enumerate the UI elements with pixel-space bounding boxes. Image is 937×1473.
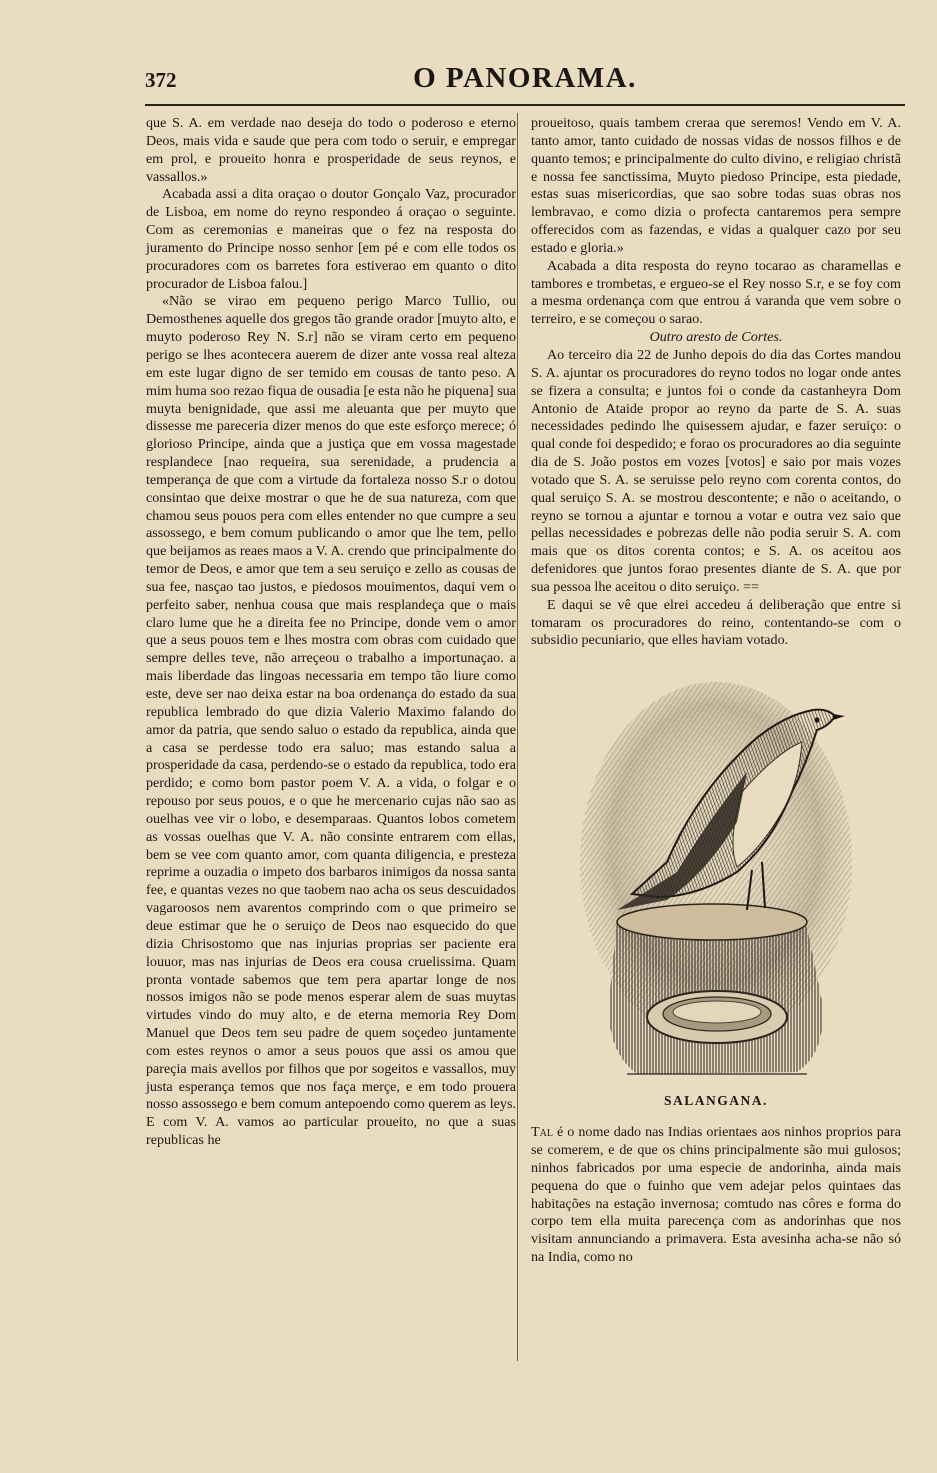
paragraph: E daqui se vê que elrei accedeu á deliberação que entre si tomaram os procuradores do reino, contentando-se com o subsidio pecuniario, que elles haviam votado. <box>531 596 901 649</box>
column-divider <box>517 113 518 1361</box>
paragraph: proueitoso, quais tambem creraa que seremos! Vendo em V. A. tanto amor, tanto cuidado de nossas vidas de nossos filhos e de quanto temos; e principalmente do culto divino, e religiao christã e nossa fee sanctissima, Muyto piedoso Principe, esta piedade, estas suas misericordias, que sao sobre todas suas obras nos lembravao, e como dizia o profecta cantaremos pera sempre offerecidos com as fazendas, e vidas a qualquer cazo por seu estado e gloria.» <box>531 115 901 256</box>
paragraph: Ao terceiro dia 22 de Junho depois do dia das Cortes mandou S. A. ajuntar os procuradores do reyno todos no logar onde antes se fizera a consulta; e juntos foi o conde da castanheyra Dom Antonio de Ataide propor ao reyno da parte de S. A. suas necessidades pedindo lhe quisessem ajudar, e fazer seruiço: o qual conde foi despedido; e forao os procuradores ao dia seguinte dia de S. João postos em vozes [votos] e saio por mais vozes votado que S. A. se seruisse pelo reyno com corenta contos, do qual seruiço S. A. se mostrou descontente; e não o aceitando, o reyno se tornou a ajuntar e tornou a votar e outra vez saio que pellas necessidades e pobrezas delle não podia seruir S. A. com mais que os ditos corenta contos; e S. A. os aceitou aos defenidores que juntos forao presentes diante de S. A. que por sua pessoa lhe aceitou o dito seruiço. == <box>531 346 901 595</box>
bird-engraving-image <box>577 672 855 1086</box>
paragraph <box>531 1124 901 1267</box>
drop-cap-word: Tal <box>531 1124 553 1141</box>
paragraph: «Não se virao em pequeno perigo Marco Tullio, ou Demosthenes aquelle dos gregos tão grande orador [muyto alto, e muyto poderoso Rey N. S.r] não se viram certo em pequeno perigo se lhes acontecera auerem de dizer ante vossa real alteza em este lugar digno de ser temido em cousas de tanto peso. A mim huma soo rezao fiqua de ousadia [e esta não he piquena] sua muyta benignidade, que assi me aleuanta que per muyto que dissesse me pareceria dizer menos do que este esforço merece; ó glorioso Principe, ainda que a justiça que em vossa magestade resplandece [nao requeira, sua serenidade, a prudencia a temperança de que com a virtude da fortaleza nosso S.r o dotou consintao que deixe mostrar o que he de sua natureza, com que chamou seus pouos pera com elles entender no que cumpre a seu assossego, e bem comum publicando o amor que lhe tem, pello que beijamos as reaes maos a V. A. crendo que principalmente do temor de Deos, e amor que tem a seu seruiço e zello as cousas de sua fee, nasçao tao justos, e piedosos mouimentos, daqui vem o perfeito saber, nenhua cousa que mais resplandeça que o mais claro lume que he a direita fee no Principe, donde vem o amor que a seus pouos tem e lhes mostra com obras com cuidado que sempre delles teve, não arreçeou o trabalho a importunaçao. a mais liberdade das lingoas necessaria em tempo tão liure como este, deve ser nao deixa estar na boa ordenança do estado da sua republica lembrado do que dizia Valerio Maximo falando do amor da patria, que sendo saluo o estado da republica, ainda que a casa se perdesse todo era saluo; mas estando salua a prosperidade da casa, perdendo-se o estado da republica, todo era perdido; e como bom pastor poem V. A. a vida, o folgar e o repouso por seus pouos, e o que he mercenario cujas não sao as ouelhas vee vir o lobo, e desemparaas. Quantos lobos cometem as vossas ouelhas que V. A. não consinte entrarem com ellas, bem se vee com quanto amor, com quanta diligencia, e presteza reprime a ouzadia o impeto dos barbaros inimigos da nossa santa fee, e quantas vezes no que taobem nao acha os seus descuidados vagaroosos nem avarentos comprindo com o que primeiro se deue estimar que he o seruiço de Deos nao esquecido do que dizia Chrisostomo que nas injurias proprias ser paciente era louuor, mas nas injurias de Deos era cousa cruelissima. Quam pronta vontade sabemos que tem pera apartar longe de nos nossos imigos não se pode menos esperar alem de suas muytas virtudes vindo do muy alto, e de eterna memoria Rey Dom Manuel que Deos tem seu padre de quem soçedeo juntamente com estes reynos o amor a seus pouos que assi os amou que pareçia mais avellos por filhos que por sogeitos e vassallos, muy justa esperança temos que nos faça merçe, e em todo prouera nosso assossego e bem comum antepoendo como querem as leys. E com V. A. vamos ao particular proueito, no que a suas republicas he <box>146 293 516 1149</box>
paragraph: que S. A. em verdade nao deseja do todo o poderoso e eterno Deos, mais vida e saude que pera com todo o seruir, e empregar em prol, e proueito honra e prosperidade de seus reynos, e vassallos.» <box>146 115 516 185</box>
paragraph: Acabada a dita resposta do reyno tocarao as charamellas e tambores e trombetas, e ergueo-se el Rey nosso S.r, e se foy com a mesma ordenança com que entrou á varanda que vem sobre o terreiro, e se começou o sarao. <box>531 257 901 328</box>
figure-caption: SALANGANA. <box>664 1093 768 1109</box>
right-column <box>531 115 901 1267</box>
paragraph: Acabada assi a dita oraçao o doutor Gonçalo Vaz, procurador de Lisboa, em nome do reyno respondeo á oraçao o seguinte. Com as ceremonias e maneiras que o fez na resposta do juramento do Principe nosso senhor [em pé e com elle todos os procuradores com os barretes fora estiverao em quanto o dito procurador de Lisboa falou.] <box>146 186 516 292</box>
page-number: 372 <box>145 68 177 92</box>
header-rule <box>145 104 905 106</box>
salangana-illustration <box>531 672 901 1086</box>
page-header <box>145 62 905 102</box>
section-subheading: Outro aresto de Cortes. <box>649 329 783 346</box>
paragraph-text: é o nome dado nas Indias orientaes aos ninhos proprios para se comerem, e de que os chins principalmente são mui gulosos; ninhos fabricados por uma especie de andorinha, ainda mais pequena do que o fuinho que vem adejar pelos quintaes das habitações na estação invernosa; comtudo nas côres e forma do corpo tem ella muita parecença com as andorinhas que nos visitam annunciando a primavera. Esta avesinha acha-se não só na India, como no <box>531 1124 901 1266</box>
masthead-title: O PANORAMA. <box>413 62 637 94</box>
left-column <box>146 115 516 1150</box>
